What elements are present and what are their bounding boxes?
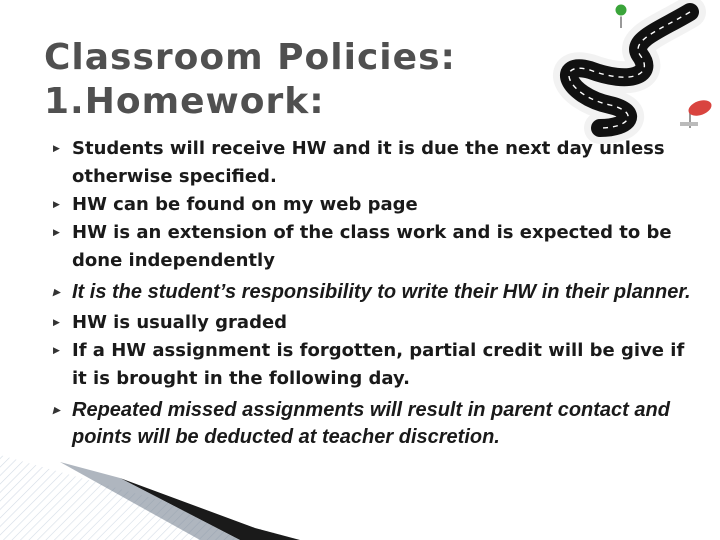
bullet-item	[52, 191, 692, 219]
bullet-item	[52, 309, 692, 337]
triangle-bullet-icon: ▶	[53, 228, 60, 238]
bullet-text: It is the student’s responsibility to write their HW in their planner.	[72, 281, 691, 303]
bullet-item-emphasis	[52, 279, 692, 306]
bullet-item	[52, 219, 692, 275]
title-line-1: Classroom Policies:	[44, 37, 456, 78]
slide-title	[44, 36, 456, 124]
triangle-bullet-icon: ▶	[53, 200, 60, 210]
bullet-text: HW is an extension of the class work and is expected to be done independently	[72, 222, 672, 271]
bullet-text: If a HW assignment is forgotten, partial credit will be give if it is brought in the following day.	[72, 340, 685, 389]
triangle-bullet-icon: ▶	[53, 346, 60, 356]
bullet-item-emphasis	[52, 397, 692, 451]
start-sign-icon	[615, 4, 627, 28]
stop-sign-icon	[680, 97, 714, 128]
bullet-text: HW can be found on my web page	[72, 194, 418, 215]
triangle-bullet-icon: ▶	[53, 144, 60, 154]
bullet-list	[52, 135, 692, 454]
bullet-item	[52, 135, 692, 191]
triangle-bullet-icon: ▶	[53, 318, 60, 328]
triangle-bullet-icon: ▶	[53, 405, 60, 415]
bullet-text: Repeated missed assignments will result in parent contact and points will be deducted at teacher discretion.	[72, 399, 670, 448]
triangle-bullet-icon: ▶	[53, 287, 60, 297]
bullet-text: HW is usually graded	[72, 312, 288, 333]
bullet-item	[52, 337, 692, 393]
title-line-2: 1.Homework:	[44, 81, 325, 122]
bullet-text: Students will receive HW and it is due the next day unless otherwise specified.	[72, 138, 665, 187]
